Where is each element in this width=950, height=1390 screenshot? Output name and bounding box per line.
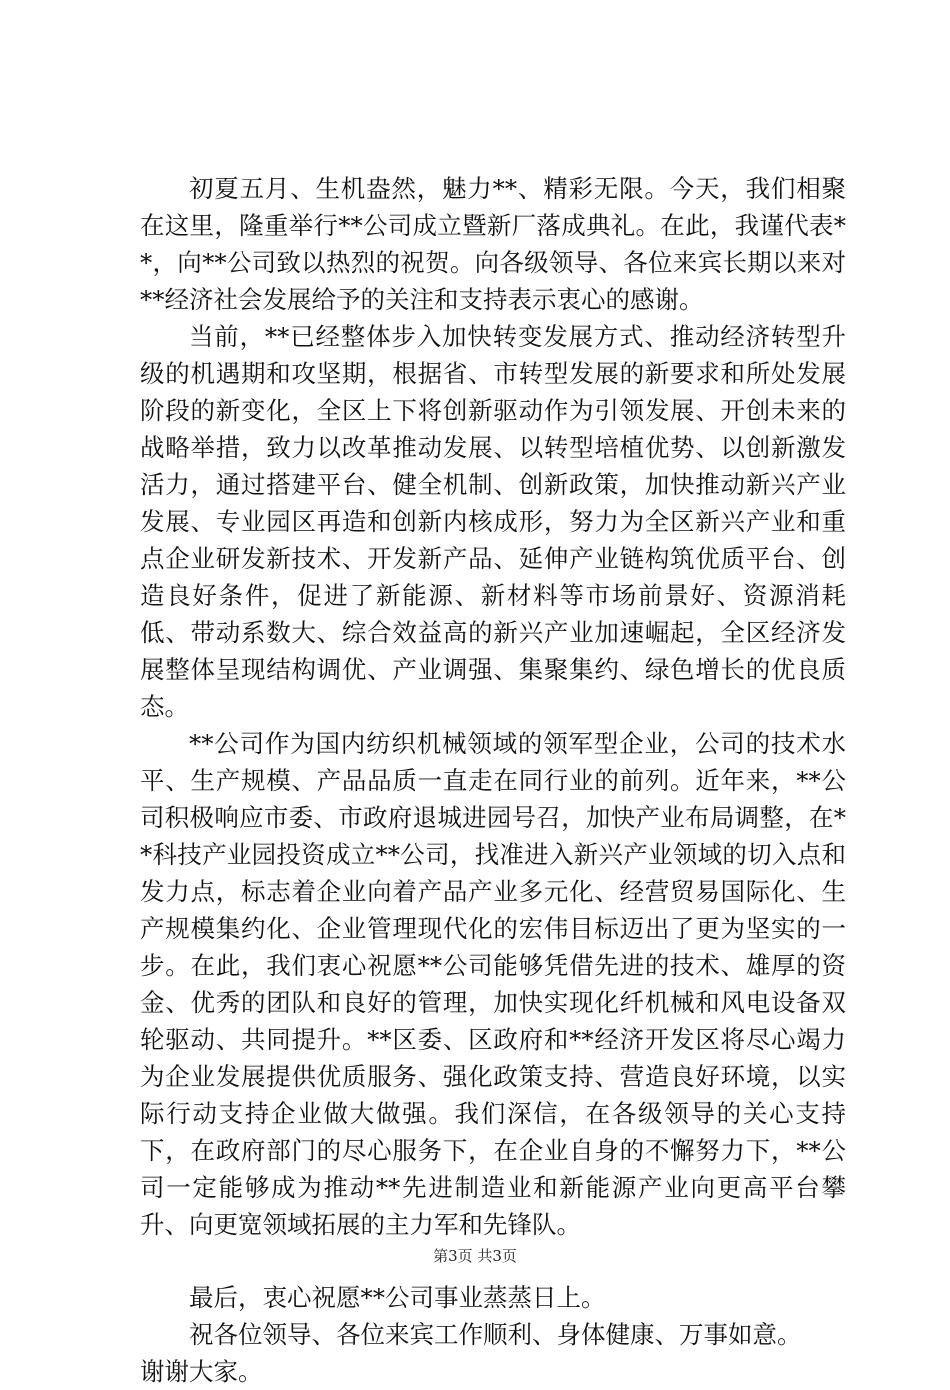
closing-blessing: 祝各位领导、各位来宾工作顺利、身体健康、万事如意。 [189, 1320, 802, 1349]
paragraph-company: **公司作为国内纺织机械领域的领军型企业，公司的技术水平、生产规模、产品品质一直走在同行业的前列。近年来，**公司积极响应市委、市政府退城进园号召，加快产业布局调整，在**科技产业园投资成立**公司，找准进入新兴产业领域的切入点和发力点，标志着企业向着产品产业多元化、经营贸易国际化、生产规模集约化、企业管理现代化的宏伟目标迈出了更为坚实的一步。在此，我们衷心祝愿**公司能够凭借先进的技术、雄厚的资金、优秀的团队和良好的管理，加快实现化纤机械和风电设备双轮驱动、共同提升。**区委、区政府和**经济开发区将尽心竭力为企业发展提供优质服务、强化政策支持、营造良好环境，以实际行动支持企业做大做强。我们深信，在各级领导的关心支持下，在政府部门的尽心服务下，在企业自身的不懈努力下，**公司一定能够成为推动**先进制造业和新能源产业向更高平台攀升、向更宽领域拓展的主力军和先锋队。 [140, 729, 846, 1239]
paragraph-opening: 初夏五月、生机盎然，魅力**、精彩无限。今天，我们相聚在这里，隆重举行**公司成立暨新厂落成典礼。在此，我谨代表**，向**公司致以热烈的祝贺。向各级领导、各位来宾长期以来对**经济社会发展给予的关注和支持表示衷心的感谢。 [140, 174, 846, 314]
closing-thanks: 谢谢大家。 [140, 1357, 263, 1386]
page-footer [0, 1245, 950, 1266]
page-number-label: 第3页 共3页 [433, 1247, 517, 1265]
paragraph-development: 当前，**已经整体步入加快转变发展方式、推动经济转型升级的机遇期和攻坚期，根据省、市转型发展的新要求和所处发展阶段的新变化，全区上下将创新驱动作为引领发展、开创未来的战略举措，致力以改革推动发展、以转型培植优势、以创新激发活力，通过搭建平台、健全机制、创新政策，加快推动新兴产业发展、专业园区再造和创新内核成形，努力为全区新兴产业和重点企业研发新技术、开发新产品、延伸产业链构筑优质平台、创造良好条件，促进了新能源、新材料等市场前景好、资源消耗低、带动系数大、综合效益高的新兴产业加速崛起，全区经济发展整体呈现结构调优、产业调强、集聚集约、绿色增长的优良质态。 [140, 322, 846, 721]
closing-wish: 最后，衷心祝愿**公司事业蒸蒸日上。 [189, 1283, 606, 1312]
speech-body [140, 170, 846, 1390]
